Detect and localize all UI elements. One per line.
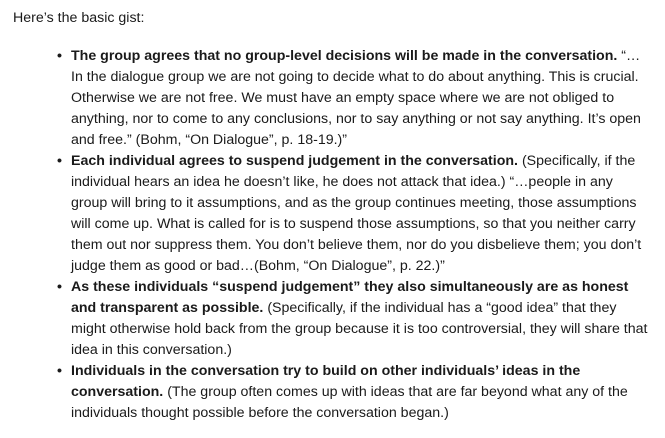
list-item-bold: As these individuals “suspend judgement” they also simultaneously are as honest and transparent as possible. [71,279,629,316]
bullet-icon: • [57,48,62,64]
gist-list [13,46,651,424]
list-item [57,46,651,151]
list-item-text: “…In the dialogue group we are not going to decide what to do about anything. This is crucial. Otherwise we are not free. We must have an empty space where we are not obliged to anything, nor to come to any conclusions, nor to say anything or not say anything. It’s open and free.” (Bohm, “On Dialogue”, p. 18-19.)” [71,48,641,148]
bullet-icon: • [57,363,62,379]
list-item-bold: Each individual agrees to suspend judgement in the conversation. [71,153,518,169]
intro-text: Here’s the basic gist: [13,10,145,26]
bullet-icon: • [57,153,62,169]
list-item-bold: Individuals in the conversation try to build on other individuals’ ideas in the conversation. [71,363,581,400]
list-item-text: (Specifically, if the individual hears an idea he doesn’t like, he does not attack that idea.) “…people in any group will bring to it assumptions, and as the group continues meeting, those assumptions will come up. What is called for is to suspend those assumptions, so that you neither carry them out nor suppress them. You don’t believe them, nor do you disbelieve them; you don’t judge them as good or bad…(Bohm, “On Dialogue”, p. 22.)” [71,153,642,274]
list-item-bold: The group agrees that no group-level decisions will be made in the conversation. [71,48,618,64]
bullet-icon: • [57,279,62,295]
list-item [57,151,651,277]
list-item-text: (Specifically, if the individual has a “good idea” that they might otherwise hold back from the group because it is too controversial, they will share that idea in this conversation.) [71,300,648,358]
list-item-text: (The group often comes up with ideas that are far beyond what any of the individuals thought possible before the conversation began.) [71,384,628,421]
list-item [57,277,651,361]
list-item [57,361,651,424]
